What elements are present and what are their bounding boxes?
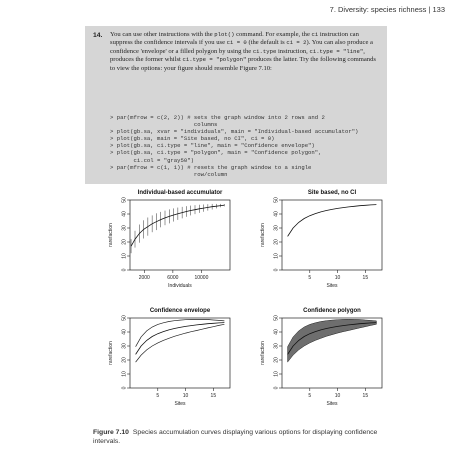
ci-polygon <box>288 319 377 362</box>
figure-svg <box>92 186 392 422</box>
x-tick-label: 15 <box>362 393 369 399</box>
y-axis-label: rarefaction <box>260 341 266 365</box>
inline-code: ci <box>311 31 319 38</box>
exercise-number: 14. <box>93 32 103 39</box>
chart-title: Confidence envelope <box>149 308 211 314</box>
paragraph-text: instruction can suppress the confidence intervals if you use <box>110 31 359 47</box>
x-tick-label: 5 <box>156 393 160 399</box>
x-tick-label: 10 <box>334 393 341 399</box>
y-tick-label: 0 <box>121 386 128 390</box>
caption-label: Figure 7.10 <box>93 429 129 436</box>
code-line: columns <box>110 121 218 129</box>
plot-frame <box>130 318 230 388</box>
x-tick-label: 5 <box>308 393 312 399</box>
code-line: > plot(gb.sa, ci.type = "polygon", main = "Confidence polygon", <box>110 149 322 157</box>
y-tick-label: 40 <box>121 329 128 335</box>
x-tick-label: 5 <box>308 275 312 281</box>
x-axis-label: Sites <box>174 401 186 407</box>
code-line: > par(mfrow = c(1, 1)) # resets the graph window to a single <box>110 163 312 171</box>
paragraph-text: (the default is <box>246 39 287 47</box>
y-tick-label: 0 <box>273 268 280 272</box>
x-axis-label: Sites <box>326 283 338 289</box>
code-line: > plot(gb.sa, main = "Site based, no CI", ci = 0) <box>110 135 275 143</box>
y-tick-label: 0 <box>121 268 128 272</box>
x-tick-label: 6000 <box>167 275 179 281</box>
chart-title: Site based, no CI <box>307 190 357 196</box>
inline-code: plot() <box>214 31 235 38</box>
x-axis-label: Individuals <box>168 283 192 289</box>
y-tick-label: 50 <box>121 197 128 203</box>
y-axis-label: rarefaction <box>108 341 114 365</box>
paragraph-text: You can use other instructions with the <box>110 31 215 38</box>
y-axis-label: rarefaction <box>260 223 266 247</box>
inline-code: ci.type = "line" <box>309 47 364 55</box>
inline-code: ci.type <box>252 47 277 55</box>
code-line: ci.col = "gray50") <box>110 156 194 164</box>
y-tick-label: 50 <box>273 197 280 203</box>
y-tick-label: 20 <box>121 239 128 245</box>
x-tick-label: 2000 <box>138 275 150 281</box>
y-tick-label: 30 <box>273 225 280 231</box>
paragraph-text: , produces the former whilst <box>110 47 365 64</box>
y-tick-label: 10 <box>273 253 280 259</box>
y-tick-label: 10 <box>273 371 280 377</box>
y-tick-label: 20 <box>273 239 280 245</box>
y-tick-label: 40 <box>121 211 128 217</box>
code-line: > plot(gb.sa, ci.type = "line", main = "Confidence envelope") <box>110 142 315 150</box>
caption-text: Species accumulation curves displaying various options for displaying confidence intervals. <box>93 429 378 445</box>
x-tick-label: 15 <box>362 275 369 281</box>
y-tick-label: 40 <box>273 211 280 217</box>
y-tick-label: 40 <box>273 329 280 335</box>
x-axis-label: Sites <box>326 401 338 407</box>
y-tick-label: 50 <box>121 315 128 321</box>
running-header: 7. Diversity: species richness | 133 <box>329 5 445 14</box>
code-line: > plot(gb.sa, xvar = "individuals", main = "Individual-based accumulator") <box>110 128 359 136</box>
y-tick-label: 10 <box>121 371 128 377</box>
x-tick-label: 10 <box>182 393 189 399</box>
y-tick-label: 0 <box>273 386 280 390</box>
y-tick-label: 20 <box>273 357 280 363</box>
figure-caption <box>93 428 393 446</box>
y-tick-label: 30 <box>273 343 280 349</box>
exercise-paragraph <box>110 31 378 73</box>
y-tick-label: 30 <box>121 343 128 349</box>
ci-lower-line <box>136 324 225 362</box>
paragraph-text: instruction, <box>276 47 310 55</box>
plot-frame <box>282 200 382 270</box>
inline-code: ci = 2 <box>286 39 307 47</box>
paragraph-text: ). You can also produce a confidence 'envelope' or a filled polygon by using the <box>110 39 373 55</box>
paragraph-text: command. For example, the <box>234 31 312 38</box>
y-tick-label: 20 <box>121 357 128 363</box>
y-tick-label: 10 <box>121 253 128 259</box>
chart-title: Individual-based accumulator <box>137 190 223 196</box>
y-tick-label: 30 <box>121 225 128 231</box>
code-line: > par(mfrow = c(2, 2)) # sets the graph window into 2 rows and 2 <box>110 114 325 121</box>
plot-frame <box>130 200 230 270</box>
x-tick-label: 10 <box>334 275 341 281</box>
figure-7-10 <box>92 186 392 422</box>
exercise-box <box>85 26 387 184</box>
inline-code: ci.type = "polygon" <box>182 56 247 64</box>
accumulation-curve <box>288 205 377 237</box>
code-block <box>110 114 382 178</box>
x-tick-label: 10000 <box>194 275 209 281</box>
y-axis-label: rarefaction <box>108 223 114 247</box>
y-tick-label: 50 <box>273 315 280 321</box>
x-tick-label: 15 <box>210 393 217 399</box>
inline-code: ci = 0 <box>226 39 247 47</box>
chart-title: Confidence polygon <box>303 308 361 314</box>
paragraph-text: produces the latter. Try the following commands to view the options: your figure should resemble Figure 7.10: <box>110 56 376 72</box>
code-line: row/column <box>110 170 228 178</box>
